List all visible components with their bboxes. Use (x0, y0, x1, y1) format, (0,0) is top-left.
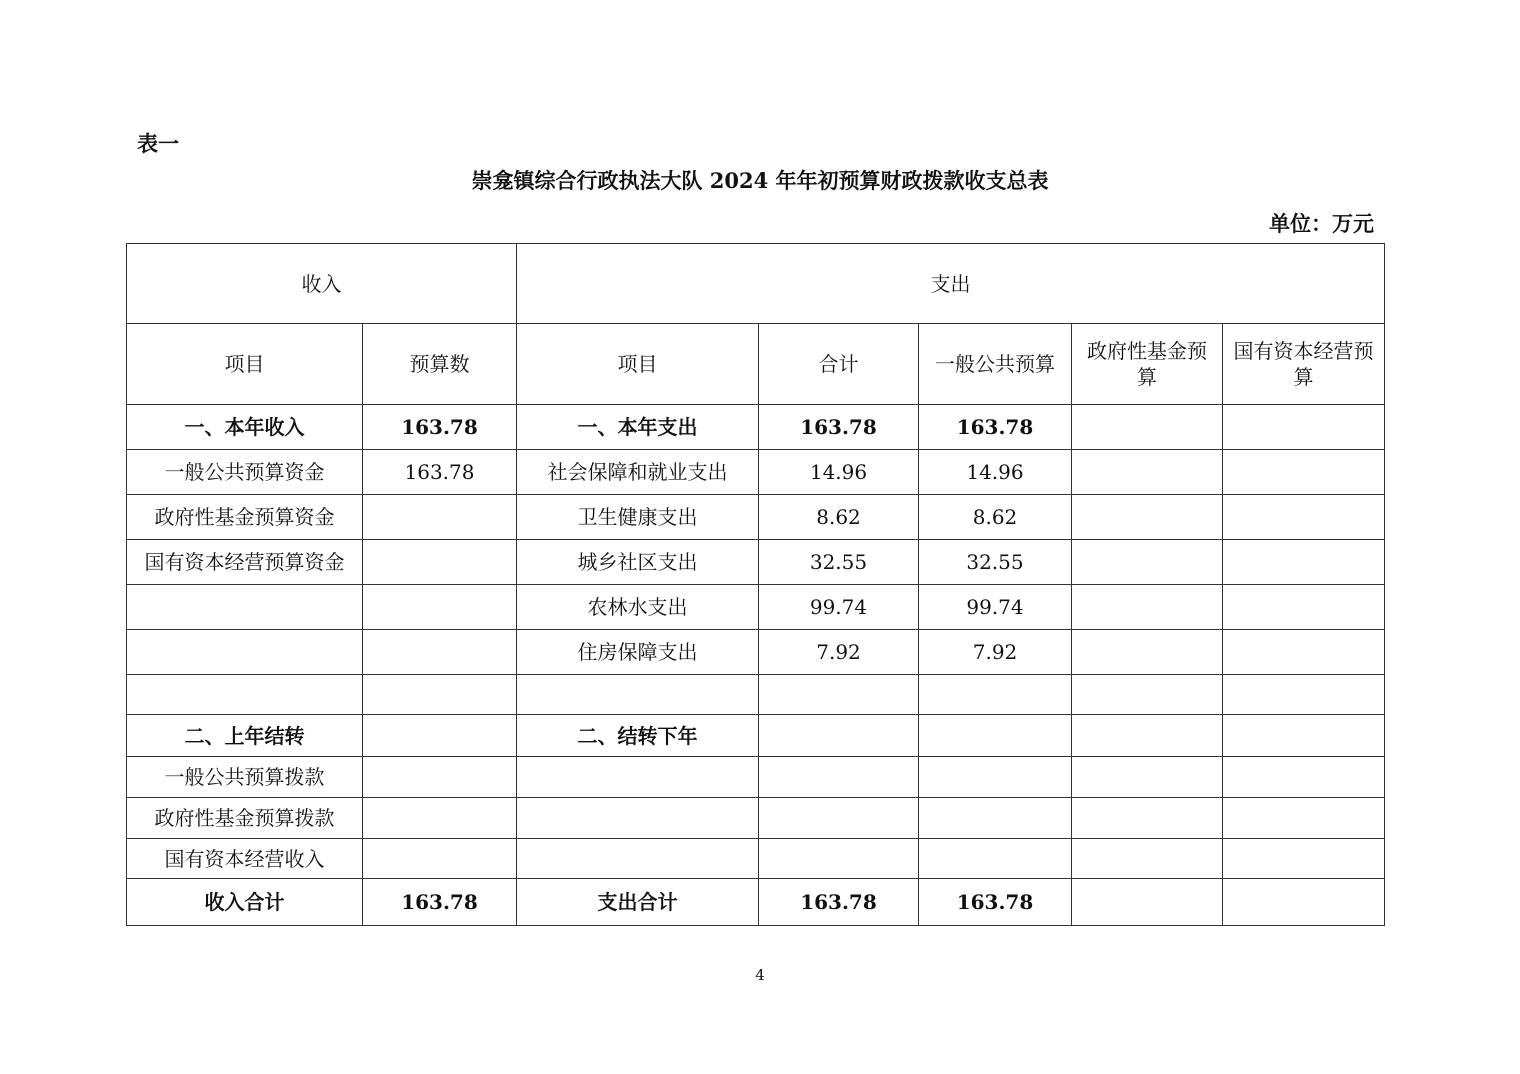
cell-expense-item: 社会保障和就业支出 (517, 450, 759, 495)
income-group-header: 收入 (127, 244, 517, 324)
cell-expense-item: 卫生健康支出 (517, 495, 759, 540)
cell-expense-total (759, 757, 919, 798)
table-row (127, 675, 1385, 715)
cell-expense-general: 32.55 (919, 540, 1072, 585)
cell-expense-total: 99.74 (759, 585, 919, 630)
cell-expense-item (517, 839, 759, 879)
cell-expense-general: 14.96 (919, 450, 1072, 495)
cell-expense-total: 14.96 (759, 450, 919, 495)
cell-expense-capital (1223, 585, 1385, 630)
col-expense-general: 一般公共预算 (919, 324, 1072, 405)
cell-expense-general: 99.74 (919, 585, 1072, 630)
table-row (127, 450, 1385, 495)
cell-income-value (363, 839, 517, 879)
cell-expense-item: 二、结转下年 (517, 715, 759, 757)
cell-expense-item: 住房保障支出 (517, 630, 759, 675)
table-row (127, 630, 1385, 675)
table-row (127, 540, 1385, 585)
table-row (127, 798, 1385, 839)
cell-expense-general: 8.62 (919, 495, 1072, 540)
page-number: 4 (755, 966, 765, 984)
cell-expense-fund (1072, 585, 1223, 630)
cell-expense-general: 163.78 (919, 879, 1072, 926)
cell-income-item: 二、上年结转 (127, 715, 363, 757)
cell-expense-item (517, 675, 759, 715)
cell-expense-total: 163.78 (759, 879, 919, 926)
cell-income-value (363, 585, 517, 630)
column-header-row (127, 324, 1385, 405)
cell-expense-total: 163.78 (759, 405, 919, 450)
cell-expense-general: 163.78 (919, 405, 1072, 450)
budget-table (126, 243, 1385, 926)
cell-income-value (363, 715, 517, 757)
cell-income-total-value: 163.78 (363, 879, 517, 926)
cell-expense-fund (1072, 495, 1223, 540)
cell-expense-total: 7.92 (759, 630, 919, 675)
cell-income-value (363, 540, 517, 585)
cell-expense-general (919, 798, 1072, 839)
cell-expense-total (759, 675, 919, 715)
cell-expense-item: 城乡社区支出 (517, 540, 759, 585)
col-income-budget: 预算数 (363, 324, 517, 405)
cell-expense-capital (1223, 405, 1385, 450)
cell-income-item (127, 675, 363, 715)
cell-expense-total: 8.62 (759, 495, 919, 540)
cell-expense-fund (1072, 879, 1223, 926)
table-row (127, 405, 1385, 450)
cell-income-value (363, 630, 517, 675)
expense-group-header: 支出 (517, 244, 1385, 324)
cell-expense-capital (1223, 879, 1385, 926)
cell-expense-capital (1223, 798, 1385, 839)
table-row (127, 715, 1385, 757)
table-label: 表一 (137, 131, 179, 156)
group-header-row (127, 244, 1385, 324)
cell-income-item: 国有资本经营收入 (127, 839, 363, 879)
cell-expense-fund (1072, 405, 1223, 450)
cell-expense-total (759, 839, 919, 879)
cell-expense-item: 农林水支出 (517, 585, 759, 630)
cell-expense-total-label: 支出合计 (517, 879, 759, 926)
cell-income-item: 一、本年收入 (127, 405, 363, 450)
cell-expense-fund (1072, 798, 1223, 839)
cell-expense-general (919, 757, 1072, 798)
cell-expense-fund (1072, 839, 1223, 879)
col-income-item: 项目 (127, 324, 363, 405)
cell-income-value (363, 798, 517, 839)
cell-income-value (363, 675, 517, 715)
cell-expense-item (517, 798, 759, 839)
cell-expense-general (919, 675, 1072, 715)
document-title: 崇龛镇综合行政执法大队 2024 年年初预算财政拨款收支总表 (471, 168, 1049, 193)
cell-income-item: 政府性基金预算资金 (127, 495, 363, 540)
cell-expense-capital (1223, 757, 1385, 798)
cell-income-value (363, 495, 517, 540)
cell-expense-fund (1072, 757, 1223, 798)
cell-income-item (127, 630, 363, 675)
cell-expense-capital (1223, 839, 1385, 879)
cell-expense-total: 32.55 (759, 540, 919, 585)
col-expense-item: 项目 (517, 324, 759, 405)
unit-label: 单位：万元 (1269, 211, 1374, 236)
cell-income-item: 国有资本经营预算资金 (127, 540, 363, 585)
cell-income-value: 163.78 (363, 405, 517, 450)
cell-expense-fund (1072, 675, 1223, 715)
table-row (127, 839, 1385, 879)
cell-expense-capital (1223, 450, 1385, 495)
cell-expense-capital (1223, 495, 1385, 540)
cell-expense-total (759, 798, 919, 839)
cell-expense-item (517, 757, 759, 798)
table-row (127, 585, 1385, 630)
cell-expense-item: 一、本年支出 (517, 405, 759, 450)
cell-income-value (363, 757, 517, 798)
table-row (127, 757, 1385, 798)
cell-income-value: 163.78 (363, 450, 517, 495)
col-expense-total: 合计 (759, 324, 919, 405)
cell-income-total-label: 收入合计 (127, 879, 363, 926)
cell-expense-capital (1223, 540, 1385, 585)
cell-expense-fund (1072, 630, 1223, 675)
cell-income-item (127, 585, 363, 630)
cell-expense-fund (1072, 450, 1223, 495)
cell-income-item: 政府性基金预算拨款 (127, 798, 363, 839)
cell-income-item: 一般公共预算拨款 (127, 757, 363, 798)
cell-expense-capital (1223, 715, 1385, 757)
cell-expense-capital (1223, 675, 1385, 715)
table-row (127, 495, 1385, 540)
col-expense-fund: 政府性基金预算 (1072, 324, 1223, 405)
cell-expense-total (759, 715, 919, 757)
cell-expense-capital (1223, 630, 1385, 675)
cell-expense-general (919, 839, 1072, 879)
cell-income-item: 一般公共预算资金 (127, 450, 363, 495)
cell-expense-fund (1072, 540, 1223, 585)
total-row (127, 879, 1385, 926)
col-expense-capital: 国有资本经营预算 (1223, 324, 1385, 405)
cell-expense-general: 7.92 (919, 630, 1072, 675)
cell-expense-general (919, 715, 1072, 757)
cell-expense-fund (1072, 715, 1223, 757)
